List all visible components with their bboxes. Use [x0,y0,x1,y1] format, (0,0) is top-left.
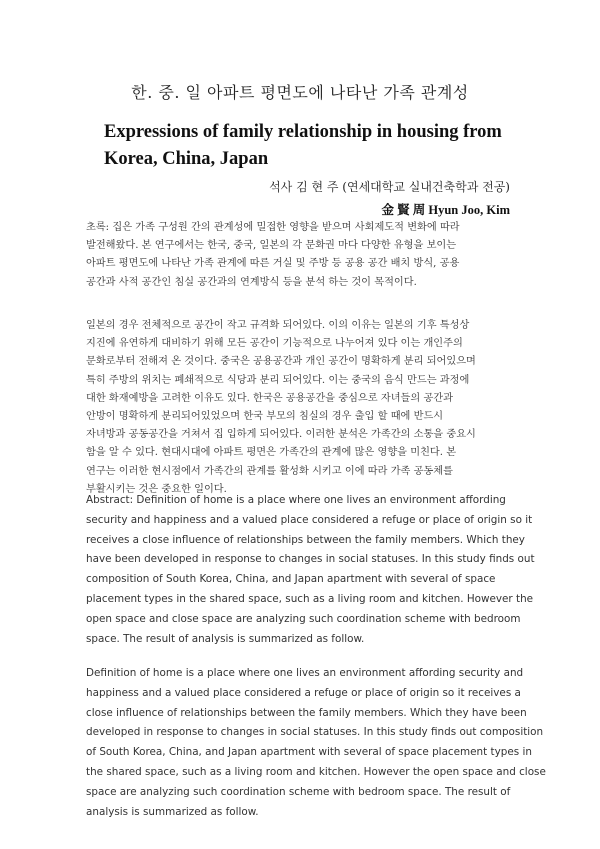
text-line: Definition of home is a place where one lives an environment affording security and [86,667,524,679]
text-line: analysis is summarized as follow. [86,805,259,818]
text-line: 공간과 사적 공간인 침실 공간과의 연계방식 등을 분석 하는 것이 목적이다. [86,276,417,288]
text-line: 특히 주방의 위치는 폐쇄적으로 식당과 분리 되어있다. 이는 중국의 음식 만드는 과정에 [86,374,470,386]
text-line: the shared space, such as a living room and kitchen. However the open space and close [86,765,546,778]
author-korean: 석사 김 현 주 (연세대학교 실내건축학과 전공) [269,180,510,194]
text-line: 함을 알 수 있다. 현대시대에 아파트 평면은 가족간의 관계에 많은 영향을 미친다. 본 [86,447,457,459]
abstract-english [86,491,535,649]
title-korean: 한. 중. 일 아파트 평면도에 나타난 가족 관계성 [131,83,469,102]
text-line: 지진에 유연하게 대비하기 위해 모든 공간이 기능적으로 나누어져 있다 이는 개인주의 [86,338,463,350]
author-english: 金 賢 周 Hyun Joo, Kim [381,203,510,217]
text-line: 일본의 경우 전체적으로 공간이 작고 규격화 되어있다. 이의 이유는 일본의 기후 특성상 [86,320,470,331]
text-line: placement types in the shared space, such as a living room and kitchen. However the [86,592,534,605]
text-line: 대한 화재예방을 고려한 이유도 있다. 한국은 공용공간을 중심으로 자녀들의 공간과 [86,392,453,404]
text-line: 자녀방과 공동공간을 거쳐서 집 입하게 되어있다. 이러한 분석은 가족간의 소통을 중요시 [86,429,476,441]
text-line: space are analyzing such coordination scheme with bedroom space. The result of [86,785,511,798]
title-english: Expressions of family relationship in housing from Korea, China, Japan [104,122,502,169]
text-line: Abstract: Definition of home is a place where one lives an environment affording [86,494,506,506]
text-line: 안방이 명확하게 분리되어있었으며 한국 부모의 침실의 경우 출입 할 때에 반드시 [86,411,444,423]
abstract-korean [86,219,518,292]
text-line: 아파트 평면도에 나타난 가족 관계에 따른 거실 및 주방 등 공용 공간 배치 방식, 공용 [86,258,460,270]
text-line: happiness and a valued place considered a refuge or place of origin so it receives a [86,686,521,699]
text-line: close influence of relationships between the family members. Which they have been [86,706,527,719]
body-english [86,664,546,822]
text-line: of South Korea, China, and Japan apartment with several of space placement types in [86,746,532,759]
text-line: 부활시키는 것은 중요한 일이다. [86,483,227,495]
text-line: 연구는 이러한 현시점에서 가족간의 관계를 활성화 시키고 이에 따라 가족 공동체를 [86,465,453,477]
text-line: open space and close space are analyzing such coordination scheme with bedroom [86,612,521,625]
text-line: receives a close influence of relationships between the family members. Which they [86,533,525,546]
text-line: space. The result of analysis is summarized as follow. [86,632,365,645]
text-line: security and happiness and a valued place considered a refuge or place of origin so it [86,513,533,526]
text-line: developed in response to changes in social statuses. In this study finds out composition [86,726,544,739]
text-line: 발전해왔다. 본 연구에서는 한국, 중국, 일본의 각 문화권 마다 다양한 유형을 보이는 [86,240,457,252]
text-line: 초록: 집은 가족 구성원 간의 관계성에 밀접한 영향을 받으며 사회제도적 변화에 따라 [86,222,460,233]
text-line: have been developed in response to changes in social statuses. In this study finds out [86,553,535,566]
text-line: 문화로부터 전해져 온 것이다. 중국은 공용공간과 개인 공간이 명확하게 분리 되어있으며 [86,356,476,368]
text-line: composition of South Korea, China, and Japan apartment with several of space [86,573,496,586]
body-korean [86,317,518,499]
